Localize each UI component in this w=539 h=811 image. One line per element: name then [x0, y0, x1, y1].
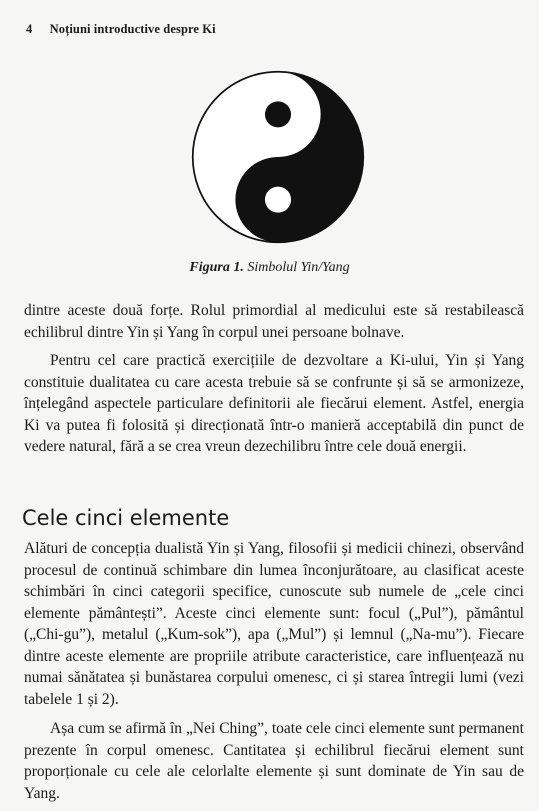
running-title: Noțiuni introductive despre Ki — [49, 22, 216, 36]
paragraph-2: Pentru cel care practică exercițiile de dezvoltare a Ki-ului, Yin și Yang constituie dualitatea cu care acesta trebuie să se confrunte și să se armonizeze, înțelegând aspectele particulare definitorii ale fiecărui element. Astfel, energia Ki va putea fi folosită și direcționată într-o manieră acceptabilă din punct de vedere natural, fără a se crea vreun dezechilibru între cele două energii. — [24, 352, 524, 455]
section-title: Cele cinci elemente — [22, 506, 230, 530]
paragraph-4: Așa cum se afirmă în „Nei Ching”, toate cele cinci elemente sunt permanent prezente în corpul omenesc. Cantitatea și echilibrul fiecărui element sunt proporționale cu cele ale celorlalte elemente și sunt dominate de Yin sau de Yang. — [24, 720, 524, 802]
caption-label: Figura 1. — [189, 260, 244, 275]
paragraph-1: dintre aceste două forțe. Rolul primordial al medicului este să restabilească echilibrul dintre Yin și Yang în corpul unei persoane bolnave. — [24, 302, 524, 341]
page-number: 4 — [26, 22, 33, 36]
figure-caption — [0, 260, 539, 276]
yin-yang-icon — [191, 70, 365, 244]
caption-text: Simbolul Yin/Yang — [247, 260, 350, 275]
running-header — [26, 22, 216, 37]
paragraph-3: Alături de concepția dualistă Yin și Yang, filosofii și medicii chinezi, observând procesul de continuă schimbare din lumea înconjurătoare, au clasificat aceste schimbări în cinci categorii specifice, cunoscute sub numele de „cele cinci elemente pământești”. Aceste cinci elemente sunt: focul („Pul”), pământul („Chi-gu”), metalul („Kum-sok”), apa („Mul”) și lemnul („Na-mu”). Fiecare dintre aceste elemente are propriile atribute caracteristice, care influențează nu numai sănătatea și bunăstarea corpului omenesc, ci și starea întregii lumi (vezi tabelele 1 și 2). — [24, 540, 524, 708]
